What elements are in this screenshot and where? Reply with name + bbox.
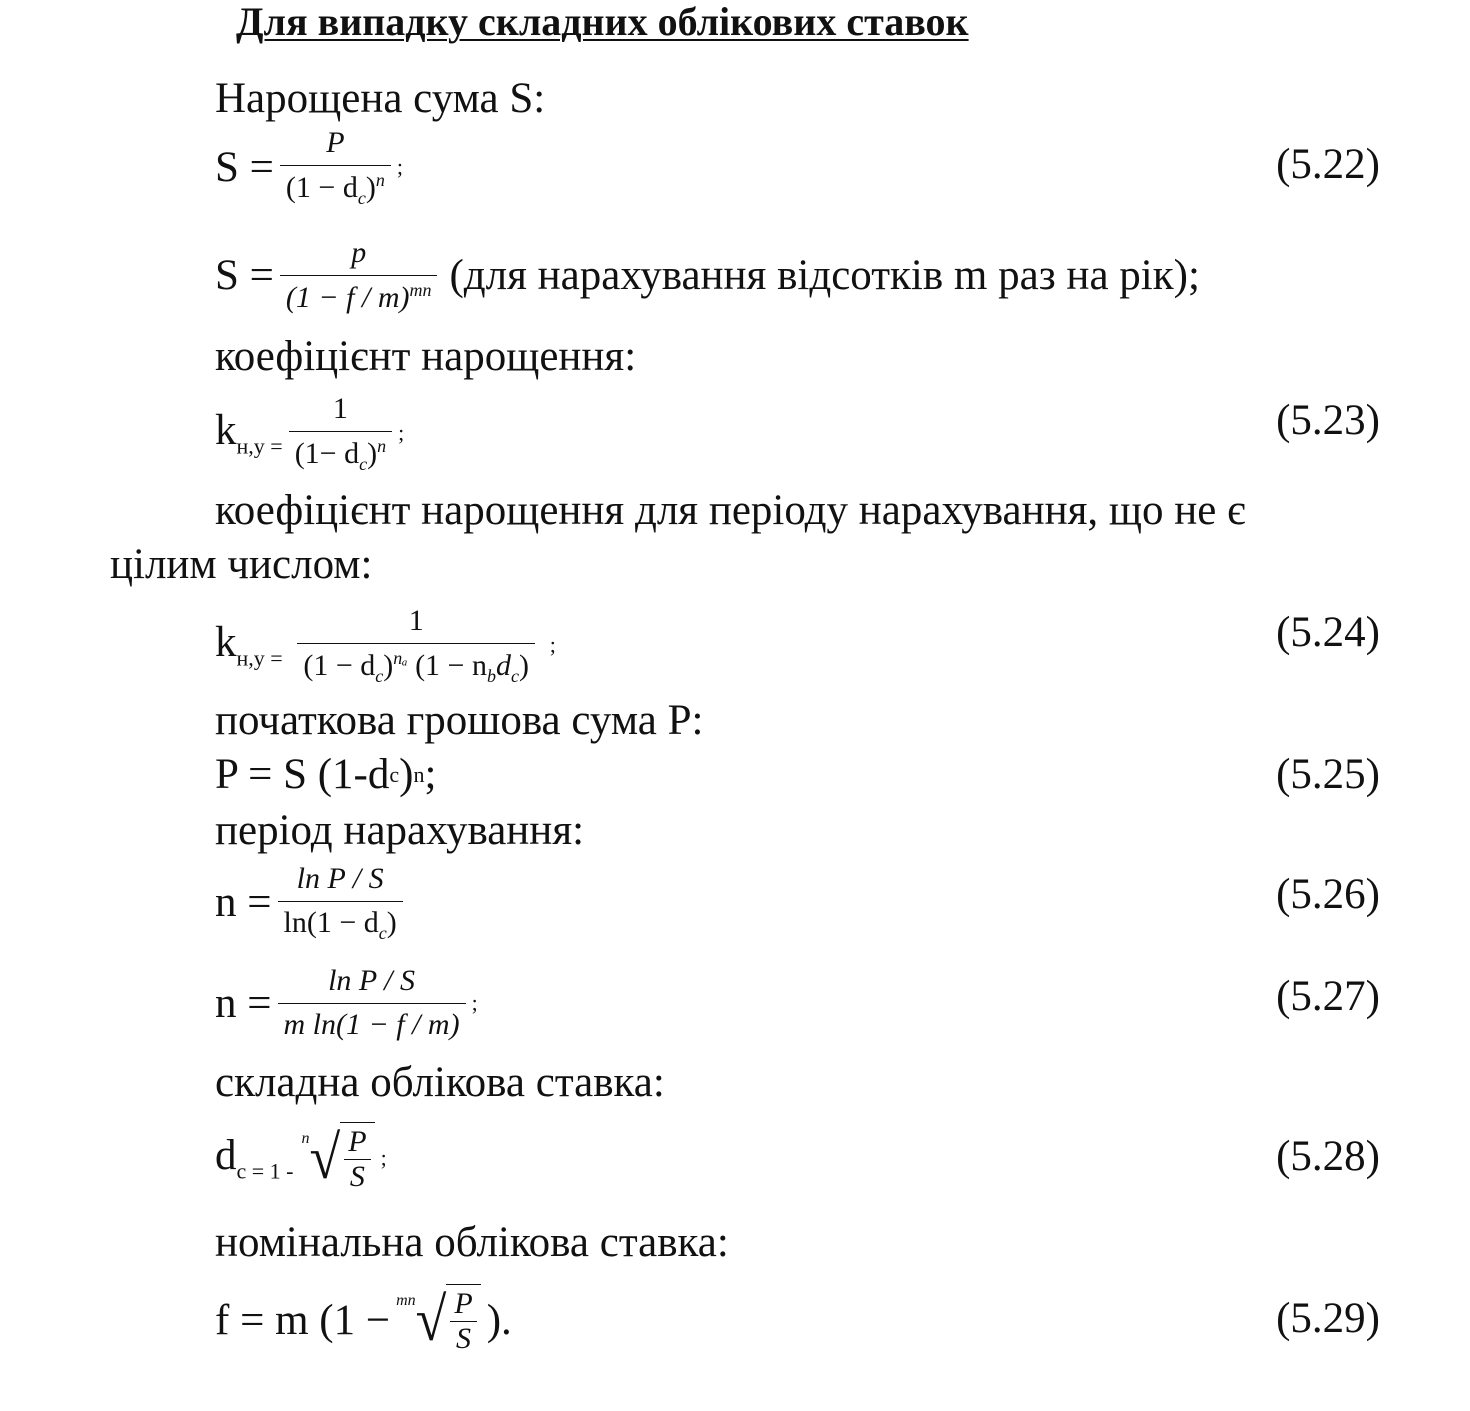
den-sup: mn <box>409 279 432 300</box>
lhs-k: k <box>215 407 237 455</box>
equation-number: (5.22) <box>1276 141 1380 188</box>
root-body <box>340 1122 374 1194</box>
formula-sup: n <box>413 761 425 787</box>
denominator <box>280 165 391 209</box>
root-expression <box>396 1284 481 1356</box>
lhs-sub: c = 1 - <box>236 1158 294 1184</box>
den2-close: ) <box>518 648 529 682</box>
denominator: m ln(1 − f / m) <box>278 1003 466 1043</box>
den-close: ) <box>367 436 378 470</box>
formula-sub: c <box>389 761 400 787</box>
formula-5-22-monthly <box>215 236 1200 315</box>
formula-lhs <box>215 406 283 460</box>
formula-lhs <box>215 1131 294 1185</box>
lhs-sub: н,у = <box>236 433 283 459</box>
equation-number: (5.27) <box>1276 973 1380 1020</box>
den-text: (1 − d <box>285 170 358 204</box>
den-sub: c <box>357 187 366 208</box>
den-text: (1 − f / m) <box>285 280 410 314</box>
text-coefficient: коефіцієнт нарощення: <box>215 333 637 380</box>
fraction <box>278 862 403 943</box>
lhs-d: d <box>215 1132 237 1180</box>
formula-lhs: S = <box>215 252 274 299</box>
section-heading: Для випадку складних облікових ставок <box>236 0 969 44</box>
den-text: (1− d <box>294 436 360 470</box>
formula-tail: ; <box>398 420 405 446</box>
formula-tail: ; <box>471 990 478 1015</box>
root-index: mn <box>396 1292 416 1309</box>
formula-tail: ; <box>424 751 437 798</box>
numerator: 1 <box>332 392 348 425</box>
text-compound-rate: складна облікова ставка: <box>215 1059 665 1106</box>
den-text: ln(1 − d <box>283 905 379 939</box>
denominator <box>297 643 535 687</box>
den-text: (1 − d <box>303 648 376 682</box>
formula-5-27 <box>215 964 478 1042</box>
formula-lhs <box>215 618 283 672</box>
text-nominal-rate: номінальна облікова ставка: <box>215 1219 729 1266</box>
formula-text: P = S (1-d <box>215 751 390 798</box>
den-sup: nₐ <box>393 647 408 668</box>
formula-tail: ; <box>380 1145 387 1170</box>
formula-note: (для нарахування відсотків m раз на рік); <box>449 252 1200 299</box>
root-sign-icon: √ <box>415 1285 447 1355</box>
fraction <box>289 392 392 474</box>
formula-lhs: n = <box>215 979 272 1027</box>
root-body <box>446 1284 480 1356</box>
den2-mid: d <box>495 648 511 682</box>
den-close: ) <box>365 170 376 204</box>
fraction <box>280 236 438 315</box>
numerator: ln P / S <box>296 862 384 895</box>
root-expression <box>302 1122 375 1194</box>
fraction <box>289 604 544 686</box>
text-initial-sum: початкова грошова сума P: <box>215 697 704 744</box>
den-sub: c <box>378 922 387 943</box>
formula-close: ) <box>399 751 414 798</box>
numerator: 1 <box>408 604 424 637</box>
den-close: ) <box>386 905 397 939</box>
den-close: ) <box>383 648 394 682</box>
den2-sub2: c <box>510 665 519 686</box>
equation-number: (5.23) <box>1276 397 1380 444</box>
formula-tail: ; <box>549 632 556 658</box>
numerator: P <box>326 126 345 159</box>
formula-5-26 <box>215 862 409 943</box>
denominator <box>289 431 392 475</box>
equation-number: (5.24) <box>1276 609 1380 656</box>
root-denominator: S <box>349 1160 365 1193</box>
formula-lhs: n = <box>215 879 272 927</box>
text-coefficient-fractional-1: коефіцієнт нарощення для періоду нарахування, що не є <box>215 487 1246 534</box>
lhs-k: k <box>215 619 237 667</box>
formula-5-24 <box>215 604 556 686</box>
equation-number: (5.26) <box>1276 871 1380 918</box>
formula-lhs: f = m (1 − <box>215 1296 391 1344</box>
fraction <box>278 964 466 1042</box>
den-sub: c <box>359 453 368 474</box>
text-coefficient-fractional-2: цілим числом: <box>110 541 373 588</box>
equation-number: (5.28) <box>1276 1133 1380 1180</box>
root-numerator: P <box>344 1125 370 1160</box>
formula-5-22 <box>215 126 403 208</box>
numerator: p <box>351 236 367 269</box>
den-sup: n <box>377 435 387 456</box>
den2-sub: b <box>486 665 496 686</box>
lhs-sub: н,у = <box>236 645 283 671</box>
root-index: n <box>301 1130 310 1147</box>
formula-5-29 <box>215 1284 512 1356</box>
den-sub: c <box>375 665 384 686</box>
fraction <box>280 126 391 208</box>
equation-number: (5.25) <box>1276 751 1380 798</box>
den2-text: (1 − n <box>415 648 487 682</box>
denominator <box>280 275 438 316</box>
equation-number: (5.29) <box>1276 1295 1380 1342</box>
numerator: ln P / S <box>328 964 416 997</box>
formula-5-23 <box>215 392 404 474</box>
den-sup: n <box>375 169 385 190</box>
root-sign-icon: √ <box>309 1123 341 1193</box>
formula-lhs: S = <box>215 143 274 191</box>
text-period: період нарахування: <box>215 807 585 854</box>
formula-5-28 <box>215 1122 387 1194</box>
formula-5-25 <box>215 750 436 799</box>
text-accrued-sum: Нарощена сума S: <box>215 75 546 122</box>
root-denominator: S <box>456 1322 472 1355</box>
formula-tail: ). <box>486 1296 512 1344</box>
formula-tail: ; <box>396 154 403 180</box>
denominator <box>278 901 403 944</box>
root-numerator: P <box>450 1287 476 1322</box>
